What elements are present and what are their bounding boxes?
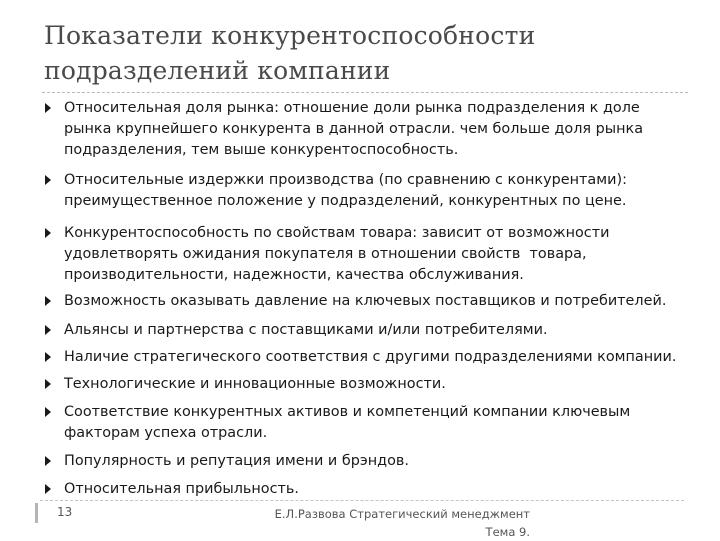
list-item-line: Соответствие конкурентных активов и компетенций компании ключевым xyxy=(64,404,631,420)
list-item-line: Относительные издержки производства (по сравнению с конкурентами): xyxy=(64,172,627,188)
triangle-bullet-icon xyxy=(45,379,51,389)
list-item-text xyxy=(64,291,692,312)
title-divider xyxy=(42,92,688,93)
triangle-bullet-icon xyxy=(45,296,51,306)
title-line-1: Показатели конкурентоспособности xyxy=(44,21,536,50)
list-item-text xyxy=(64,320,692,341)
list-item-line: Альянсы и партнерства с поставщиками и/или потребителями. xyxy=(64,322,548,338)
footer-accent-bar xyxy=(35,503,38,523)
list-item-text xyxy=(64,402,692,444)
list-item-line: Относительная прибыльность. xyxy=(64,481,299,497)
list-item-text xyxy=(64,347,692,368)
triangle-bullet-icon xyxy=(45,228,51,238)
triangle-bullet-icon xyxy=(45,456,51,466)
list-item-line: Наличие стратегического соответствия с другими подразделениями компании. xyxy=(64,349,677,365)
list-item-line: Конкурентоспособность по свойствам товара: зависит от возможности xyxy=(64,225,610,241)
footer-author-line-1: Е.Л.Развова Стратегический менеджмент xyxy=(274,507,530,521)
list-item-text xyxy=(64,479,692,500)
triangle-bullet-icon xyxy=(45,484,51,494)
title-line-2: подразделений компании xyxy=(44,56,391,85)
list-item-line: Относительная доля рынка: отношение доли рынка подразделения к доле xyxy=(64,100,640,116)
list-item-text xyxy=(64,170,692,212)
footer-divider xyxy=(40,500,684,501)
list-item-text xyxy=(64,223,692,286)
list-item-text xyxy=(64,98,692,161)
list-item-line: факторам успеха отрасли. xyxy=(64,425,268,441)
list-item-line: рынка крупнейшего конкурента в данной отрасли. чем больше доля рынка xyxy=(64,121,644,137)
list-item-text xyxy=(64,374,692,395)
page-number: 13 xyxy=(57,505,73,519)
triangle-bullet-icon xyxy=(45,352,51,362)
list-item-line: Возможность оказывать давление на ключевых поставщиков и потребителей. xyxy=(64,293,667,309)
list-item-line: Популярность и репутация имени и брэндов. xyxy=(64,453,409,469)
list-item-line: подразделения, тем выше конкурентоспособность. xyxy=(64,142,459,158)
list-item-line: Технологические и инновационные возможности. xyxy=(64,376,446,392)
list-item-line: производительности, надежности, качества обслуживания. xyxy=(64,267,524,283)
footer-author-line-2: Тема 9. xyxy=(485,525,530,539)
triangle-bullet-icon xyxy=(45,407,51,417)
list-item-line: удовлетворять ожидания покупателя в отношении свойств товара, xyxy=(64,246,587,262)
footer-author xyxy=(250,505,530,541)
triangle-bullet-icon xyxy=(45,103,51,113)
slide-title xyxy=(44,18,684,88)
list-item-line: преимущественное положение у подразделений, конкурентных по цене. xyxy=(64,193,627,209)
triangle-bullet-icon xyxy=(45,325,51,335)
triangle-bullet-icon xyxy=(45,175,51,185)
list-item-text xyxy=(64,451,692,472)
